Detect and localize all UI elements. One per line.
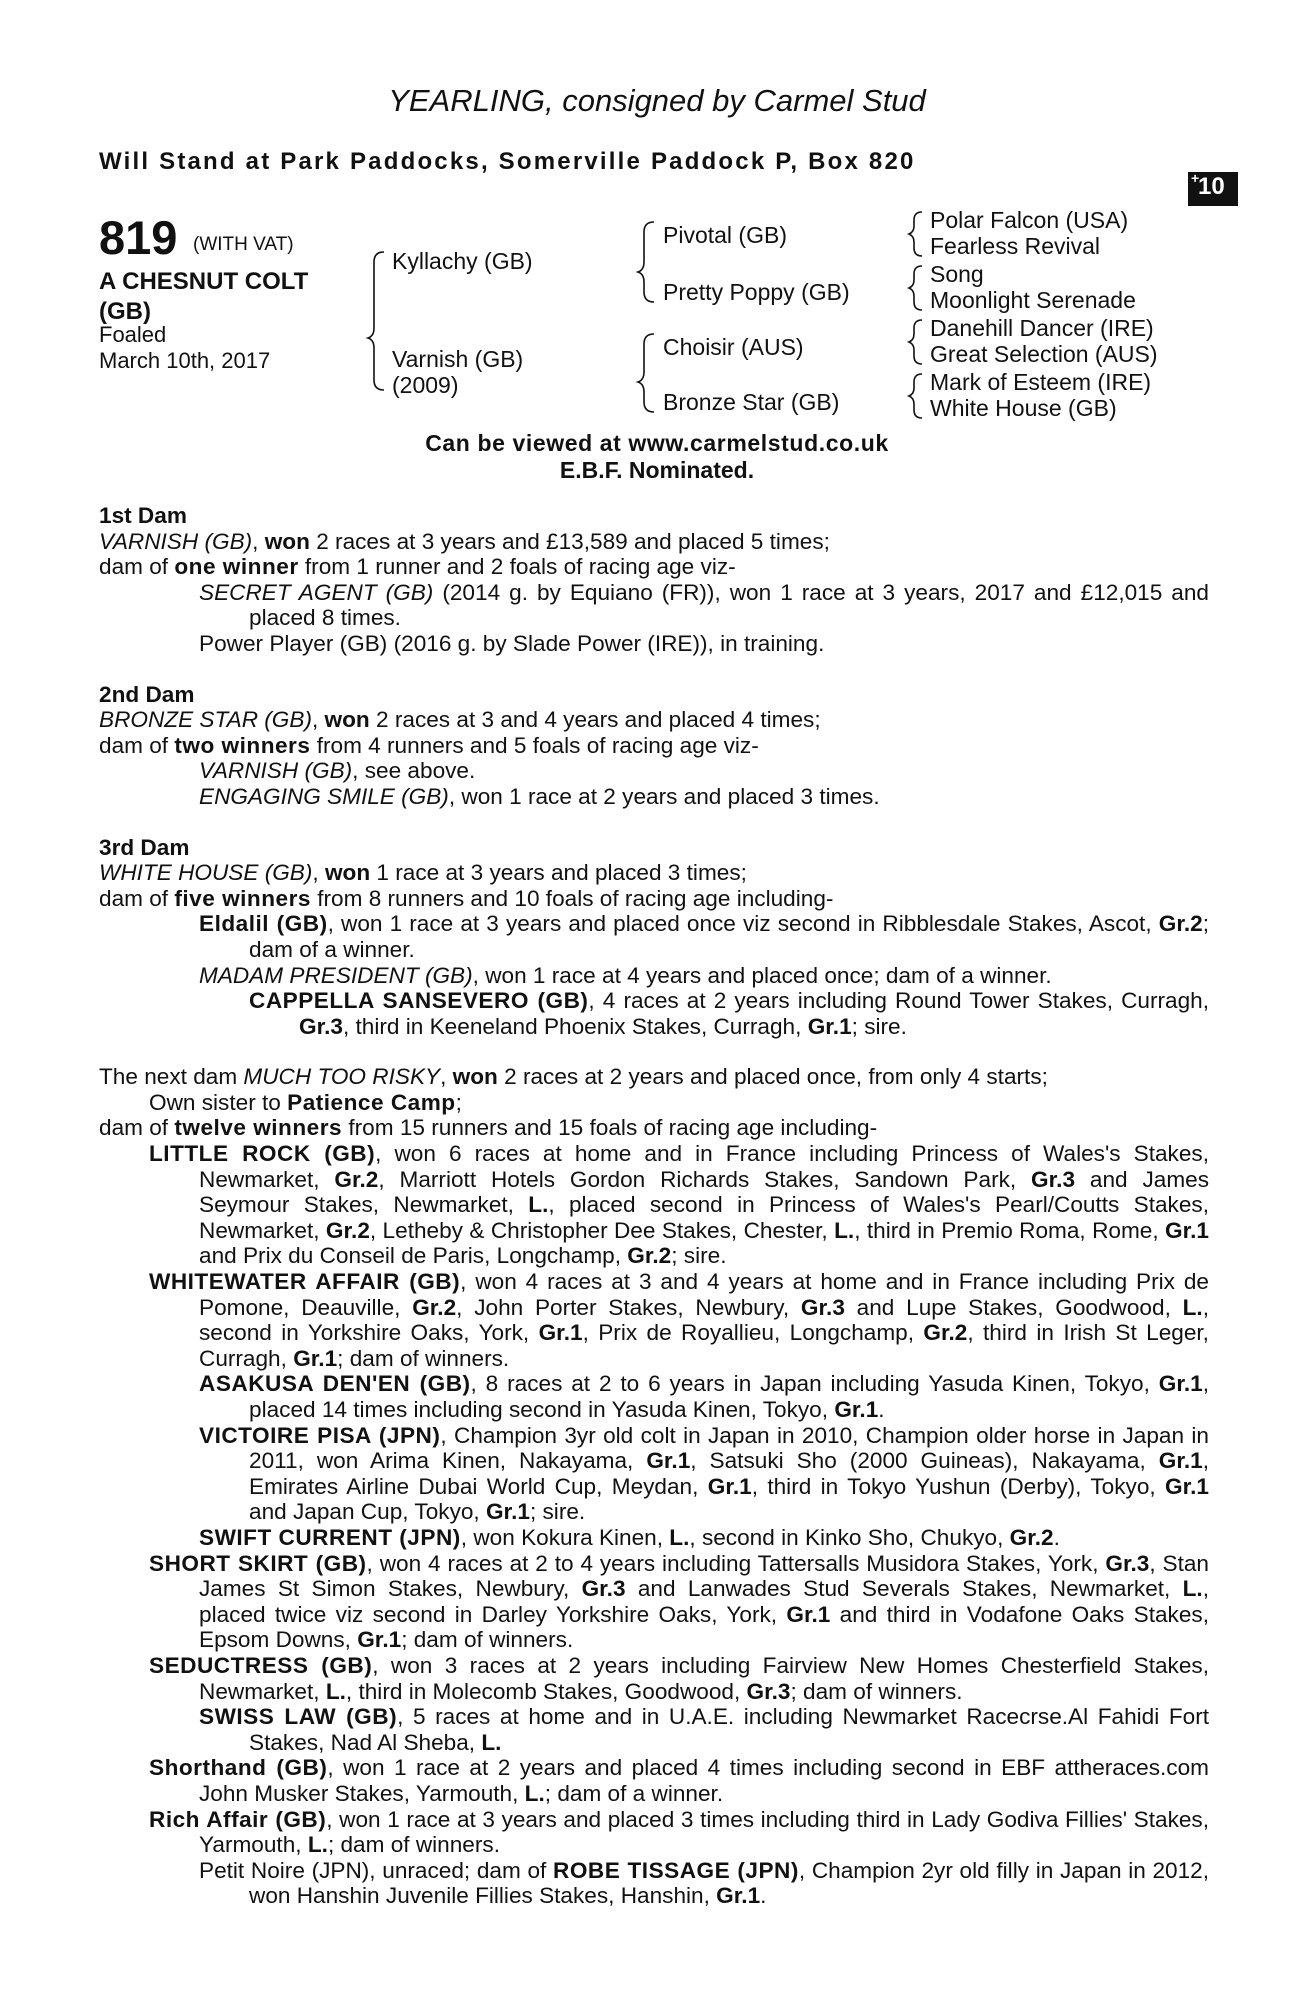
dam3-produce-1 xyxy=(99,911,1209,962)
record-text: , won 1 race at 2 years and placed 4 times including second in EBF attheraces.com John Musker Stakes, Yarmouth, xyxy=(199,1755,1209,1806)
text: The next dam xyxy=(99,1064,244,1090)
dam2-produce-2 xyxy=(99,784,1209,810)
pedigree-g1: Polar Falcon (USA) xyxy=(930,207,1129,233)
grade: Gr.1 xyxy=(807,1013,852,1039)
dam3-heading: 3rd Dam xyxy=(99,834,190,860)
produce-shorthand xyxy=(99,1755,1209,1806)
grade: L. xyxy=(528,1192,549,1218)
record-text: 2 races at 3 and 4 years and placed 4 times; xyxy=(369,707,821,733)
grade: Gr.1 xyxy=(716,1883,761,1909)
dam3-produce-summary xyxy=(99,886,1209,912)
record-text: , won 1 race at 4 years and placed once; dam of a winner. xyxy=(472,962,1052,988)
record-text: (2014 g. by Equiano (FR)), won 1 race at 3 years, 2017 and £12,015 and placed 8 times. xyxy=(249,579,1209,631)
produce-name: Shorthand (GB) xyxy=(149,1755,328,1781)
pedigree-sire-sire: Pivotal (GB) xyxy=(663,222,787,248)
record-text: , won 1 race at 3 years and placed 3 times including third in Lady Godiva Fillies' Stakes, Yarmouth, xyxy=(199,1806,1209,1858)
record-text: 1 race at 3 years and placed 3 times; xyxy=(370,860,747,886)
text: from 4 runners and 5 foals of racing age viz- xyxy=(310,732,759,758)
winners-count: one winner xyxy=(174,554,299,580)
produce-short-skirt xyxy=(99,1551,1209,1653)
record-text: 2 races at 2 years and placed once, from only 4 starts; xyxy=(497,1064,1048,1090)
produce-name: SWIFT CURRENT (JPN) xyxy=(199,1524,461,1550)
text: dam of xyxy=(99,885,175,911)
dam1-produce-summary xyxy=(99,554,1209,580)
grade: Gr.3 xyxy=(1031,1166,1076,1192)
record-text: , John Porter Stakes, Newbury, xyxy=(456,1294,801,1320)
won-label: won xyxy=(264,528,310,554)
pedigree-g6: Great Selection (AUS) xyxy=(930,341,1158,367)
produce-record xyxy=(99,503,1209,1909)
record-text: , Satsuki Sho (2000 Guineas), Nakayama, xyxy=(690,1448,1159,1474)
dam2-produce-summary xyxy=(99,733,1209,759)
text: dam of xyxy=(99,732,175,758)
lot-name-line2: (GB) xyxy=(99,298,151,325)
produce-name: ASAKUSA DEN'EN (GB) xyxy=(199,1371,471,1397)
produce-asakusa-denen xyxy=(99,1371,1209,1422)
grade: Gr.1 xyxy=(485,1499,530,1525)
grade: L. xyxy=(481,1729,502,1755)
grade: Gr.1 xyxy=(646,1448,691,1474)
produce-swiss-law xyxy=(99,1704,1209,1755)
record-text: , Emirates Airline Dubai World Cup, Meydan, xyxy=(249,1448,1209,1499)
grade: Gr.3 xyxy=(299,1013,343,1039)
grade: L. xyxy=(1182,1294,1203,1320)
won-label: won xyxy=(452,1064,498,1090)
grade: L. xyxy=(834,1217,855,1243)
record-text: , third in Molecomb Stakes, Goodwood, xyxy=(345,1678,747,1704)
record-text: . xyxy=(1053,1524,1060,1550)
record-text: ; dam of winners. xyxy=(337,1345,510,1371)
pedigree-sire: Kyllachy (GB) xyxy=(392,248,533,274)
record-text: , won 1 race at 3 years and placed once viz second in Ribblesdale Stakes, Ascot, xyxy=(327,911,1159,937)
record-text: ; dam of a winner. xyxy=(544,1780,724,1806)
grade: Gr.2 xyxy=(1158,911,1203,937)
produce-name: SHORT SKIRT (GB) xyxy=(149,1550,367,1576)
produce-whitewater-affair xyxy=(99,1269,1209,1371)
record-text: , won Kokura Kinen, xyxy=(460,1524,670,1550)
produce-name: SECRET AGENT (GB) xyxy=(199,579,434,605)
pedigree-dam-dam: Bronze Star (GB) xyxy=(663,389,840,415)
grade: Gr.1 xyxy=(786,1601,831,1627)
produce-name: ROBE TISSAGE (JPN) xyxy=(553,1857,799,1883)
record-text: . xyxy=(760,1883,767,1909)
grade: Gr.2 xyxy=(923,1320,968,1346)
record-text: Petit Noire (JPN), unraced; dam of xyxy=(199,1857,554,1883)
record-text: , third in Keeneland Phoenix Stakes, Curragh, xyxy=(342,1013,808,1039)
lot-number: 819 xyxy=(99,211,178,264)
produce-name: Eldalil (GB) xyxy=(199,911,328,937)
record-text: , Prix de Royallieu, Longchamp, xyxy=(582,1320,924,1346)
grade: Gr.1 xyxy=(834,1397,879,1422)
record-text: , won 3 races at 2 years including Fairview New Homes Chesterfield Stakes, Newmarket, xyxy=(199,1652,1209,1704)
produce-name: VARNISH (GB) xyxy=(199,758,353,784)
record-text: ; dam of winners. xyxy=(401,1627,574,1653)
record-text: , won 6 races at home and in France including Princess of Wales's Stakes, Newmarket, xyxy=(199,1141,1209,1192)
text: from 15 runners and 15 foals of racing age including- xyxy=(342,1115,878,1141)
page-title: YEARLING, consigned by Carmel Stud xyxy=(388,83,926,118)
record-text: , Stan James St Simon Stakes, Newbury, xyxy=(199,1550,1209,1602)
record-text: and Lanwades Stud Severals Stakes, Newmarket, xyxy=(625,1576,1183,1602)
produce-name: VICTOIRE PISA (JPN) xyxy=(199,1422,441,1448)
pedigree-dam: Varnish (GB) xyxy=(392,346,524,372)
lot-name-line1: A CHESNUT COLT xyxy=(99,268,309,295)
produce-name: ENGAGING SMILE (GB) xyxy=(199,783,449,809)
record-text: , Letheby & Christopher Dee Stakes, Chester, xyxy=(369,1217,835,1243)
dam1-record: VARNISH (GB), won 2 races at 3 years and £13,589 and placed 5 times; xyxy=(99,528,830,554)
pedigree-g7: Mark of Esteem (IRE) xyxy=(930,369,1152,395)
text: from 8 runners and 10 foals of racing age including- xyxy=(310,885,834,911)
foaled-info xyxy=(99,322,270,374)
record-text: , second in Yorkshire Oaks, York, xyxy=(199,1294,1209,1346)
grade: Gr.2 xyxy=(627,1243,672,1269)
grade: Gr.2 xyxy=(1009,1524,1054,1550)
record-text: and Prix du Conseil de Paris, Longchamp, xyxy=(199,1243,628,1269)
grade: Gr.3 xyxy=(1105,1550,1150,1576)
pedigree-g8: White House (GB) xyxy=(930,395,1117,421)
produce-name: WHITEWATER AFFAIR (GB) xyxy=(149,1269,461,1295)
record-text: , placed twice viz second in Darley Yorkshire Oaks, York, xyxy=(199,1576,1209,1627)
pedigree-sire-dam: Pretty Poppy (GB) xyxy=(663,279,850,305)
record-text: , placed 14 times including second in Yasuda Kinen, Tokyo, xyxy=(249,1371,1209,1422)
grade: Gr.2 xyxy=(325,1217,370,1243)
text: Own sister to xyxy=(149,1089,288,1115)
grade: Gr.1 xyxy=(1165,1217,1209,1243)
grade: Gr.1 xyxy=(707,1473,752,1499)
produce-rich-affair xyxy=(99,1807,1209,1858)
record-text: and Lupe Stakes, Goodwood, xyxy=(844,1294,1183,1320)
stand-location: Will Stand at Park Paddocks, Somerville Paddock P, Box 820 xyxy=(99,148,916,175)
dam2-heading: 2nd Dam xyxy=(99,681,195,707)
record-text: , placed second in Princess of Wales's Pearl/Coutts Stakes, Newmarket, xyxy=(199,1192,1209,1243)
dam1-produce-1 xyxy=(99,580,1209,631)
won-label: won xyxy=(324,707,370,733)
dam2-record: BRONZE STAR (GB), won 2 races at 3 and 4 years and placed 4 times; xyxy=(99,707,821,733)
record-text: , 4 races at 2 years including Round Tower Stakes, Curragh, xyxy=(588,988,1209,1014)
produce-petit-noire xyxy=(99,1858,1209,1909)
record-text: , 5 races at home and in U.A.E. including Newmarket Racecrse.Al Fahidi Fort Stakes, Nad Al Sheba, xyxy=(249,1704,1209,1755)
grade: Gr.1 xyxy=(538,1320,583,1346)
produce-name: CAPPELLA SANSEVERO (GB) xyxy=(249,988,589,1014)
grade: Gr.2 xyxy=(334,1166,379,1192)
record-text: ; dam of a winner. xyxy=(249,911,1209,962)
pedigree-g3: Song xyxy=(930,261,984,287)
record-text: 2 races at 3 years and £13,589 and placed 5 times; xyxy=(309,528,830,554)
winners-count: twelve winners xyxy=(174,1115,343,1141)
record-text: ; sire. xyxy=(851,1013,907,1039)
record-text: , Champion 3yr old colt in Japan in 2010, Champion older horse in Japan in 2011, won Arima Kinen, Nakayama, xyxy=(249,1422,1209,1474)
produce-seductress xyxy=(99,1653,1209,1704)
badge-number: 10 xyxy=(1198,173,1225,200)
record-text: and third in Vodafone Oaks Stakes, Epsom Downs, xyxy=(199,1601,1209,1653)
dam-name: BRONZE STAR (GB) xyxy=(99,707,312,733)
foaled-label: Foaled xyxy=(99,322,167,347)
viewing-note: Can be viewed at www.carmelstud.co.uk xyxy=(425,430,889,456)
record-text: , third in Premio Roma, Rome, xyxy=(854,1217,1166,1243)
pedigree-g2: Fearless Revival xyxy=(930,233,1100,259)
lot-description xyxy=(99,267,308,327)
vat-note: (WITH VAT) xyxy=(193,234,294,255)
grade: L. xyxy=(669,1524,690,1550)
grade: Gr.2 xyxy=(412,1294,457,1320)
grade: Gr.1 xyxy=(1158,1371,1203,1397)
winners-count: two winners xyxy=(174,732,311,758)
grade: Gr.1 xyxy=(293,1345,338,1371)
produce-swift-current xyxy=(99,1525,1209,1551)
won-label: won xyxy=(324,860,371,886)
next-dam-sister xyxy=(99,1090,1209,1116)
grade: Gr.1 xyxy=(357,1627,402,1653)
grade: L. xyxy=(524,1780,545,1806)
text: ; xyxy=(455,1089,462,1115)
record-text: , third in Irish St Leger, Curragh, xyxy=(199,1320,1209,1371)
badge-plus: + xyxy=(1191,170,1200,186)
record-text: , won 1 race at 2 years and placed 3 times. xyxy=(448,783,880,809)
record-text: and James Seymour Stakes, Newmarket, xyxy=(199,1166,1209,1218)
dam-name: WHITE HOUSE (GB) xyxy=(99,860,313,886)
record-text: ; sire. xyxy=(671,1243,727,1269)
dam1-heading: 1st Dam xyxy=(99,503,187,528)
grade: Gr.1 xyxy=(1158,1448,1203,1474)
record-text: and Japan Cup, Tokyo, xyxy=(249,1499,486,1525)
next-dam-record: The next dam MUCH TOO RISKY, won 2 races at 2 years and placed once, from only 4 starts; xyxy=(99,1064,1048,1090)
record-text: , won 4 races at 2 to 4 years including Tattersalls Musidora Stakes, York, xyxy=(366,1550,1106,1576)
winners-count: five winners xyxy=(174,885,311,911)
dam-name: VARNISH (GB) xyxy=(99,528,253,554)
dam1-produce-2: Power Player (GB) (2016 g. by Slade Power (IRE)), in training. xyxy=(199,630,825,656)
record-text: , see above. xyxy=(352,758,476,784)
dam3-record: WHITE HOUSE (GB), won 1 race at 3 years and placed 3 times; xyxy=(99,860,747,886)
page-badge xyxy=(1188,172,1238,206)
pedigree-g4: Moonlight Serenade xyxy=(930,287,1136,313)
dam-name: MUCH TOO RISKY xyxy=(243,1064,441,1090)
grade: L. xyxy=(307,1832,328,1858)
pedigree-g5: Danehill Dancer (IRE) xyxy=(930,315,1154,341)
grade: Gr.1 xyxy=(1165,1473,1209,1499)
ebf-note: E.B.F. Nominated. xyxy=(559,457,755,483)
grade: Gr.3 xyxy=(581,1576,626,1602)
record-text: , third in Tokyo Yushun (Derby), Tokyo, xyxy=(751,1473,1166,1499)
produce-name: SWISS LAW (GB) xyxy=(199,1704,398,1730)
produce-little-rock xyxy=(99,1141,1209,1269)
text: dam of xyxy=(99,554,175,580)
record-text: , Marriott Hotels Gordon Richards Stakes, Sandown Park, xyxy=(378,1166,1032,1192)
next-dam-produce-summary xyxy=(99,1115,1209,1141)
grade: Gr.3 xyxy=(746,1678,791,1704)
record-text: ; dam of winners. xyxy=(790,1678,963,1704)
grade: L. xyxy=(325,1678,346,1704)
dam2-produce-1 xyxy=(99,758,1209,784)
record-text: ; sire. xyxy=(529,1499,586,1525)
produce-name: Rich Affair (GB) xyxy=(149,1806,327,1832)
sister-name: Patience Camp xyxy=(287,1089,456,1115)
record-text: ; dam of winners. xyxy=(327,1832,500,1858)
dam3-produce-2 xyxy=(99,963,1209,989)
produce-name: LITTLE ROCK (GB) xyxy=(149,1141,376,1167)
record-text: , second in Kinko Sho, Chukyo, xyxy=(689,1524,1010,1550)
record-text: . xyxy=(878,1397,885,1422)
text: dam of xyxy=(99,1115,175,1141)
pedigree-dam-sire: Choisir (AUS) xyxy=(663,334,804,360)
produce-victoire-pisa xyxy=(99,1423,1209,1525)
produce-name: SEDUCTRESS (GB) xyxy=(149,1652,373,1678)
pedigree-dam-year: (2009) xyxy=(392,372,459,398)
text: from 1 runner and 2 foals of racing age viz- xyxy=(298,554,736,580)
dam3-grandproduce-1 xyxy=(99,988,1209,1039)
produce-name: MADAM PRESIDENT (GB) xyxy=(199,962,473,988)
record-text: , 8 races at 2 to 6 years in Japan including Yasuda Kinen, Tokyo, xyxy=(470,1371,1159,1397)
grade: L. xyxy=(1182,1576,1203,1602)
grade: Gr.3 xyxy=(800,1294,845,1320)
record-text: , won 4 races at 3 and 4 years at home and in France including Prix de Pomone, Deauville, xyxy=(199,1269,1209,1320)
record-text: , Champion 2yr old filly in Japan in 2012, won Hanshin Juvenile Fillies Stakes, Hanshin, xyxy=(249,1857,1210,1909)
foaled-date: March 10th, 2017 xyxy=(99,348,271,373)
